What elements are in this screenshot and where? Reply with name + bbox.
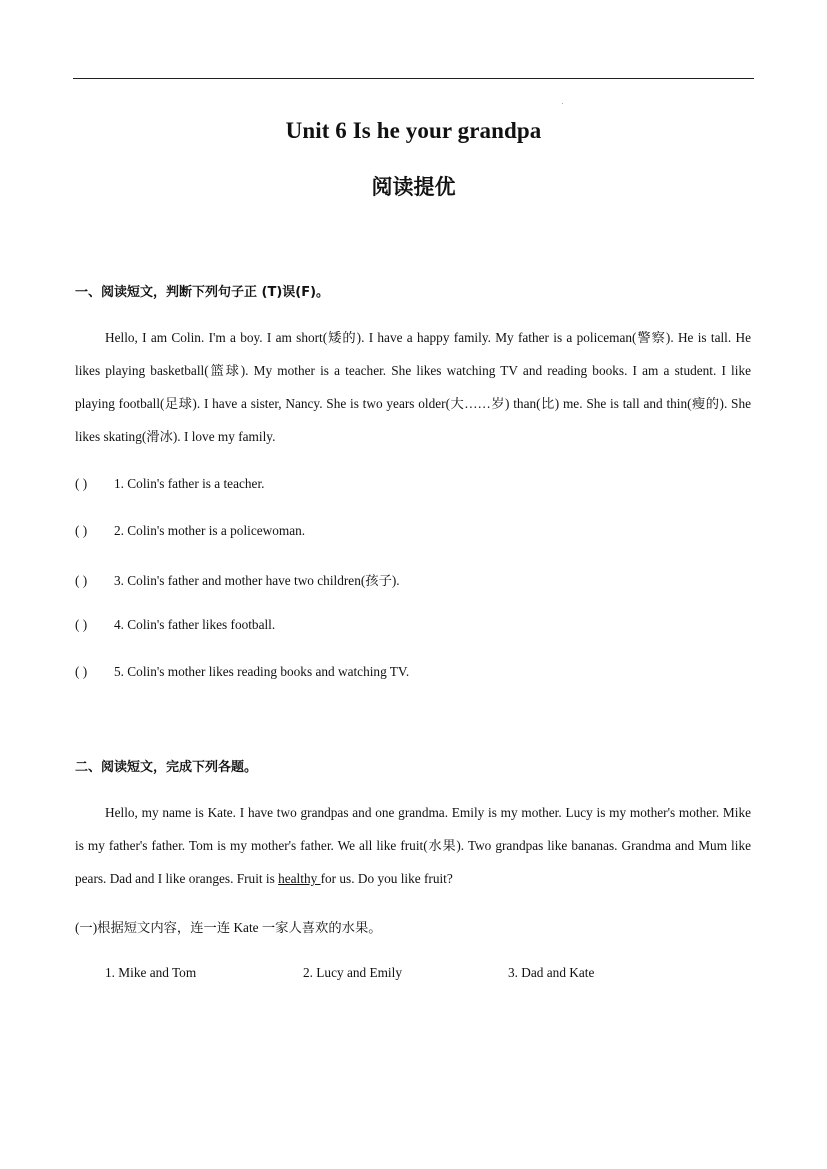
section1-passage: Hello, I am Colin. I'm a boy. I am short(矮的). I have a happy family. My father is a policeman(警察). He is tall. He likes playing basketball(篮球). My mother is a teacher. She likes watching TV and reading books. I am a student. I like playing football(足球). I have a sister, Nancy. She is two years older(大……岁) than(比) me. She is tall and thin(瘦的). She likes skating(滑冰). I love my family. (75, 330, 751, 444)
match-item-2: 2. Lucy and Emily (303, 965, 402, 980)
match-item-1: 1. Mike and Tom (105, 965, 197, 980)
passage-text-before: Hello, my name is Kate. I have two grandpas and one grandma. Emily is my mother. Lucy is my mother's mother. Mike is my father's father. Tom is my mother's father. We all like fruit(水果). Two grandpas like bananas. Grandma and Mum like pears. Dad and I like oranges. Fruit is (75, 805, 751, 886)
question-text: 3. Colin's father and mother have two children(孩子). (114, 573, 400, 588)
question-text: 4. Colin's father likes football. (114, 617, 276, 632)
header-rule (73, 78, 754, 79)
question-text: 5. Colin's mother likes reading books and watching TV. (114, 664, 410, 679)
passage-text-after: for us. Do you like fruit? (320, 871, 453, 886)
question-text: 1. Colin's father is a teacher. (114, 476, 265, 491)
section1-heading: 一、阅读短文，判断下列句子正 (T)误(F)。 (75, 285, 330, 300)
match-item-3: 3. Dad and Kate (508, 965, 595, 980)
page-subtitle: 阅读提优 (371, 175, 456, 199)
stray-mark (562, 103, 563, 104)
page-title: Unit 6 Is he your grandpa (285, 118, 542, 143)
question-1 (75, 476, 264, 492)
question-4 (75, 617, 275, 633)
question-5 (75, 664, 409, 680)
matching-instruction: (一)根据短文内容，连一连 Kate 一家人喜欢的水果。 (75, 920, 382, 935)
question-text: 2. Colin's mother is a policewoman. (114, 523, 306, 538)
underlined-word: healthy (278, 871, 321, 886)
answer-blank[interactable]: ( ) (75, 476, 88, 491)
answer-blank[interactable]: ( ) (75, 617, 88, 632)
section2-passage (75, 796, 751, 895)
section2-heading: 二、阅读短文，完成下列各题。 (75, 760, 258, 775)
answer-blank[interactable]: ( ) (75, 664, 88, 679)
question-3 (75, 570, 400, 589)
answer-blank[interactable]: ( ) (75, 573, 88, 588)
question-2 (75, 523, 305, 539)
answer-blank[interactable]: ( ) (75, 523, 88, 538)
